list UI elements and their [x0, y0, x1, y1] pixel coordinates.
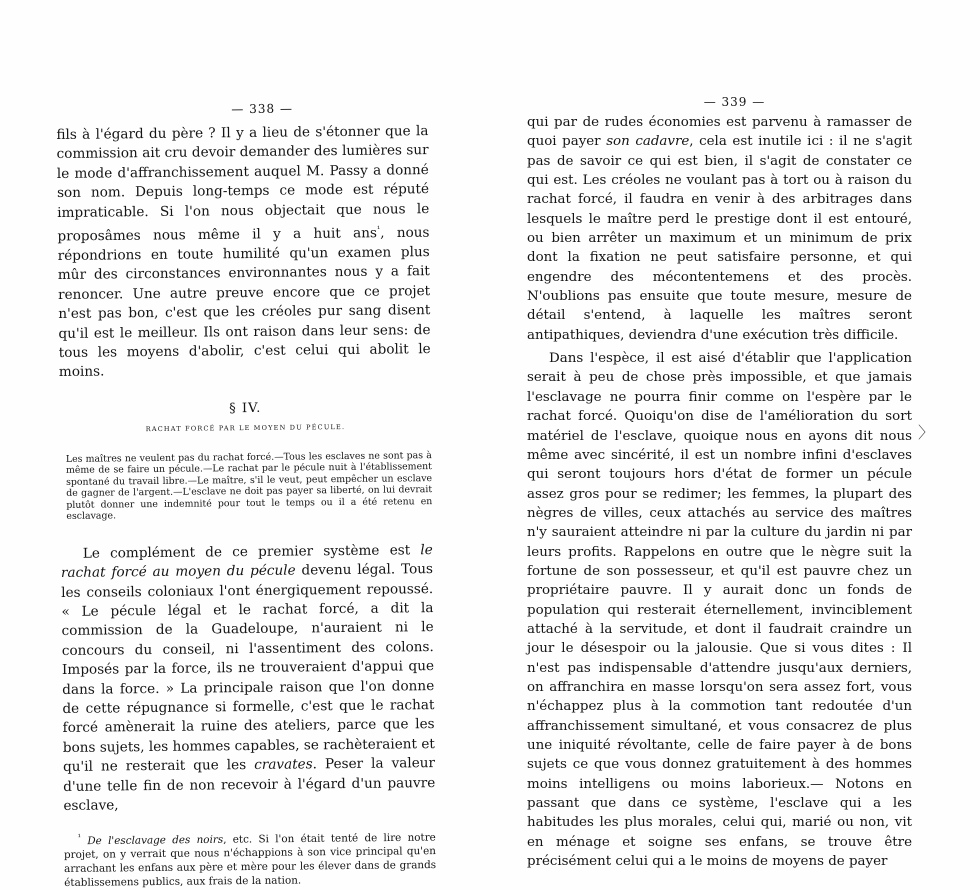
margin-mark-icon: 〉	[918, 423, 935, 442]
section-number: § IV.	[229, 400, 262, 417]
page-number-right: — 339 —	[703, 95, 766, 109]
left-intro-paragraph	[56, 122, 431, 383]
right-paragraph-2: Dans l'espèce, il est aisé d'établir que l'application serait à peu de chose près impossible, et que jamais l'esclavage ne pourra finir comme on l'espère par le rachat forcé. Quoiqu'on dise de l'amélioration du sort matériel de l'esclave, quoique nous en ayons dit nous même avec sincérité, il est un nombre infini d'esclaves qui seront toujours hors d'état de former un pécule assez gros pour se redimer; les femmes, la plupart des nègres de villes, ceux attachés au service des maîtres n'y sauraient atteindre ni par la culture du jardin ni par leurs profits. Rappelons en outre que le nègre suit la fortune de son possesseur, et qu'il est pauvre chez un propriétaire pauvre. Il y aurait donc un fonds de population qui resterait éternellement, invinciblement attaché à la servitude, et dont il faudrait craindre un jour le désespoir ou la jalousie. Que si vous dites : Il n'est pas indispensable d'attendre jusqu'aux derniers, on affranchira en masse lorsqu'on sera assez fort, vous n'échappez plus à la commotion tant redoutée d'un affranchissement simultané, et vous consacrez de plus une iniquité révoltante, celle de faire payer à de bons sujets ce que vous donnez gratuitement à des hommes moins intelligens ou moins laborieux.— Notons en passant que dans ce système, l'esclave qui a les habitudes les plus morales, celui qui, marié ou non, vit en ménage et soigne ses enfans, se trouve être précisément celui qui a le moins de moyens de payer	[527, 351, 912, 870]
intro-text-continued: , nous répondrions en toute humilité qu'un examen plus mûr des circonstances environnantes nous y a fait renoncer. Une autre preuve encore que ce projet n'est pas bon, c'est que les créoles pur sang disent qu'il est le meilleur. Ils ont raison dans leur sens: de tous les moyens d'abolir, c'est celui qui abolit le moins.	[57, 224, 431, 381]
right-page	[527, 0, 912, 871]
p1-end: , cela est inutile ici : il ne s'agit pas de savoir ce qui est bien, il s'agit de constater ce qui est. Les créoles ne voulant pas à tort ou à raison du rachat forcé, il faudra en venir à des arbitrages dans lesquels le maître perd le prestige dont il est entouré, ou bien arrêter un maximum et un minimum de prix dont la fixation ne peut satisfaire personne, et qui engendre des mécontentemens et des procès. N'oublions pas ensuite que toute mesure, mesure de détail s'entend, à laquelle les maîtres seront antipathiques, deviendra d'une exécution très difficile.	[527, 134, 913, 343]
p1-start: qui par de rudes économies est parvenu à ramasser de quoi payer	[527, 115, 912, 150]
intro-text: fils à l'égard du père ? Il y a lieu de s'étonner que la commission ait cru devoir demander des lumières sur le mode d'affranchissement auquel M. Passy a donné son nom. Depuis long-temps ce mode est réputé impraticable. Si l'on nous objectait que nous le proposâmes nous même il y a huit ans	[56, 123, 430, 245]
para2-emphasis-2: cravates	[254, 756, 313, 774]
section-summary: Les maîtres ne veulent pas du rachat forcé.—Tous les esclaves ne sont pas à même de se faire un pécule.—Le rachat par le pécule nuit à l'établissement spontané du travail libre.—Le maître, s'il le veut, peut empêcher un esclave de gagner de l'argent.—L'esclave ne doit pas payer sa liberté, on lui devrait plutôt donner une indemnité pour tout le temps ou il a été retenu en esclavage.	[65, 449, 433, 523]
para2-end: . Peser la valeur d'une telle fin de non recevoir à l'égard d'un pauvre esclave,	[63, 755, 436, 815]
page-number-left: — 338 —	[231, 101, 293, 117]
para2-mid: devenu légal. Tous les conseils coloniaux l'ont énergiquement repoussé. « Le pécule légal et le rachat forcé, a dit la commission de la Guadeloupe, n'auraient ni le concours du conseil, ni l'assentiment des colons. Imposés par la force, ils ne trouveraient d'appui que dans la force. » La principale raison que l'on donne de cette répugnance si formelle, c'est que le rachat forcé amènerait la ruine des ateliers, parce que les bons sujets, les hommes capables, se rachèteraient et qu'il ne resterait que les	[61, 561, 435, 776]
footnote-number: ¹	[77, 832, 82, 842]
footnote-text: , etc. Si l'on était tenté de lire notre projet, on y verrait que nous n'échappions à son vice principal qu'en arrachant les enfans aux père et mère pour les élever dans de grands établissemens publics, aux frais de la nation.	[63, 831, 437, 889]
left-page	[55, 0, 436, 890]
footnote	[64, 827, 437, 890]
left-main-paragraph	[61, 541, 436, 817]
right-paragraph-1	[527, 113, 912, 345]
p1-emphasis: son cadavre	[606, 134, 690, 150]
footnote-title: De l'esclavage des noirs	[87, 833, 224, 847]
para2-emphasis-1: le rachat forcé au moyen du pécule	[60, 541, 433, 582]
footnote-marker: ¹	[376, 224, 381, 234]
section-title: RACHAT FORCÉ PAR LE MOYEN DU PÉCULE.	[145, 422, 346, 433]
para2-start: Le complément de ce premier système est	[82, 542, 421, 562]
